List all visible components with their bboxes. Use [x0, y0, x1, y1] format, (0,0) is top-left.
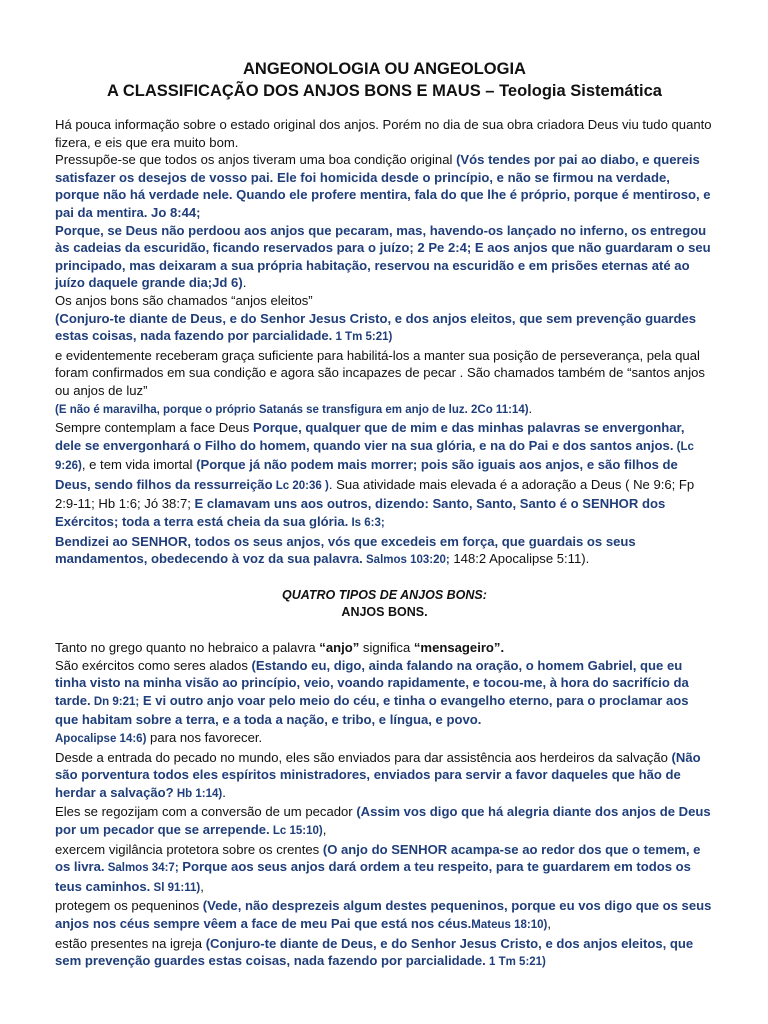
scripture-reference: (Lc 9:26): [55, 440, 694, 473]
scripture-quote: (Vede, não desprezeis algum destes pequeninos, porque eu vos digo que os seus anjos nos céus sempre vêem a face de meu Pai que está nos céus.: [55, 898, 712, 931]
scripture-quote: (O anjo do SENHOR acampa-se ao redor dos que o temem, e os livra.: [55, 841, 701, 875]
body-text: , e tem vida imortal: [81, 457, 197, 473]
scripture-quote: (E não é maravilha, porque o próprio Satanás se transfigura em anjo de luz. 2Co 11:14): [55, 403, 529, 416]
body-text: São exércitos como seres alados: [55, 657, 252, 673]
term-anjo: “anjo”: [319, 640, 360, 656]
scripture-quote: (Conjuro-te diante de Deus, e do Senhor Jesus Cristo, e dos anjos eleitos, que sem prevenção guardes estas coisas, nada fazendo por parcialidade.: [55, 935, 694, 969]
scripture-reference: Hb 1:14): [173, 787, 223, 800]
body-text: ,: [547, 915, 551, 931]
paragraph-protect-believers: [55, 841, 714, 898]
paragraph-church: [55, 935, 714, 972]
paragraph-original-condition: [55, 151, 714, 292]
scripture-reference: Mateus 18:10): [471, 918, 548, 931]
body-text: protegem os pequeninos: [55, 898, 203, 914]
page-title: ANGEONOLOGIA OU ANGEOLOGIA: [243, 60, 526, 78]
body-text: estão presentes na igreja: [55, 935, 206, 951]
paragraph-winged: [55, 657, 714, 749]
body-text: .: [528, 400, 533, 416]
scripture-reference: Is 6:3;: [348, 517, 385, 530]
body-text: ,: [200, 878, 204, 894]
spacer: [55, 622, 714, 639]
scripture-quote: (Assim vos digo que há alegria diante dos anjos de Deus por um pecador que se arrepende.: [55, 804, 711, 837]
body-text: Eles se regozijam com a conversão de um pecador: [55, 804, 357, 820]
body-text: .: [242, 275, 247, 291]
paragraph-rejoice: [55, 803, 714, 840]
scripture-reference: Apocalipse 14:6): [55, 733, 147, 745]
paragraph-elect-angels: Os anjos bons são chamados “anjos eleitos”: [55, 292, 313, 308]
scripture-quote: Porque aos seus anjos dará ordem a teu respeito, para te guardarem em todos os teus caminhos.: [55, 859, 691, 894]
body-text: para nos favorecer.: [146, 730, 263, 745]
paragraph-worship: [55, 419, 714, 570]
scripture-reference: 1 Tm 5:21): [485, 956, 546, 969]
scripture-quote: Porque, qualquer que de mim e das minhas palavras se envergonhar, dele se envergonhará o Filho do homem, quando vier na sua glória, e na do Pai e dos santos anjos.: [55, 420, 685, 453]
body-text: ,: [322, 821, 327, 837]
scripture-reference: Lc 20:36 ): [272, 479, 329, 492]
scripture-reference: Lc 15:10): [269, 824, 323, 837]
scripture-quote: Bendizei ao SENHOR, todos os seus anjos, vós que excedeis em força, que guardais os seus mandamentos, obedecendo à voz da sua palavra.: [55, 533, 636, 567]
paragraph-messenger: [55, 639, 714, 657]
scripture-quote: (Estando eu, digo, ainda falando na oração, o homem Gabriel, que eu tinha visto na minha visão ao princípio, veio, voando rapidamente, e tocou-me, à hora do sacrifício da tarde.: [55, 657, 689, 708]
scripture-quote: (Porque já não podem mais morrer; pois são iguais aos anjos, e são filhos de Deus, sendo filhos da ressurreição: [55, 457, 678, 492]
paragraph-little-ones: [55, 897, 714, 934]
body-text: .: [222, 784, 226, 800]
term-mensageiro: “mensageiro”.: [413, 640, 505, 656]
body-text: Sempre contemplam a face Deus: [55, 420, 253, 436]
section-subheading: ANJOS BONS.: [341, 605, 428, 620]
body-text: Desde a entrada do pecado no mundo, eles são enviados para dar assistência aos herdeiros da salvação: [55, 749, 672, 765]
paragraph-grace: e evidentemente receberam graça suficiente para habilitá-los a manter sua posição de perseverança, pela qual foram confirmados em sua condição e agora são incapazes de pecar . São chamados também de “santos anjos ou anjos de luz”: [55, 347, 705, 398]
scripture-reference: Dn 9:21;: [90, 695, 140, 708]
scripture-reference: 1 Tm 5:21): [332, 331, 393, 344]
scripture-quote: E vi outro anjo voar pelo meio do céu, e tinha o evangelho eterno, para o proclamar aos que habitam sobre a terra, e a toda a nação, e tribo, e língua, e povo.: [55, 692, 689, 728]
scripture-reference: Salmos 34:7;: [104, 862, 179, 875]
scripture-quote: (Conjuro-te diante de Deus, e do Senhor Jesus Cristo, e dos anjos eleitos, que sem prevenção guardes estas coisas, nada fazendo por parcialidade.: [55, 310, 697, 344]
scripture-reference: Sl 91:11): [150, 881, 201, 894]
body-text: exercem vigilância protetora sobre os crentes: [55, 841, 323, 857]
body-text: . Sua atividade mais elevada é a adoração a Deus ( Ne 9:6; Fp 2:9-11; Hb 1:6; Jó 38:7;: [55, 476, 695, 512]
section-heading: QUATRO TIPOS DE ANJOS BONS:: [282, 587, 487, 602]
scripture-quote: Porque, se Deus não perdoou aos anjos que pecaram, mas, havendo-os lançado no inferno, os entregou às cadeias da escuridão, ficando reservados para o juízo; 2 Pe 2:4; E aos anjos que não guardaram o seu principado, mas deixaram a sua própria habitação, reservou na escuridão e em prisões eternas até ao juízo daquele grande dia;Jd 6): [55, 222, 711, 291]
scripture-quote: E clamavam uns aos outros, dizendo: Santo, Santo, Santo é o SENHOR dos Exércitos; toda a terra está cheia da sua glória.: [55, 496, 666, 530]
body-text: 148:2 Apocalipse 5:11).: [449, 551, 590, 567]
paragraph-intro: Há pouca informação sobre o estado original dos anjos. Porém no dia de sua obra criadora Deus viu tudo quanto fizera, e eis que era muito bom.: [55, 117, 712, 150]
body-text: Pressupõe-se que todos os anjos tiveram uma boa condição original: [55, 152, 457, 168]
body-text: Tanto no grego quanto no hebraico a palavra: [55, 640, 320, 656]
body-text: significa: [359, 640, 414, 656]
paragraph-elect-quote: [55, 310, 714, 347]
scripture-quote: (Não são porventura todos eles espíritos ministradores, enviados para servir a favor daqueles que hão de herdar a salvação?: [55, 749, 701, 800]
scripture-reference: Salmos 103:20;: [362, 554, 450, 567]
page-subtitle: A CLASSIFICAÇÃO DOS ANJOS BONS E MAUS – Teologia Sistemática: [107, 82, 662, 100]
paragraph-ministering: [55, 749, 714, 804]
scripture-quote: (Vós tendes por pai ao diabo, e quereis satisfazer os desejos de vosso pai. Ele foi homicida desde o princípio, e não se firmou na verdade, porque não há verdade nele. Quando ele profere mentira, fala do que lhe é próprio, porque é mentiroso, e pai da mentira. Jo 8:44;: [55, 152, 711, 220]
paragraph-light-quote: [55, 400, 714, 420]
